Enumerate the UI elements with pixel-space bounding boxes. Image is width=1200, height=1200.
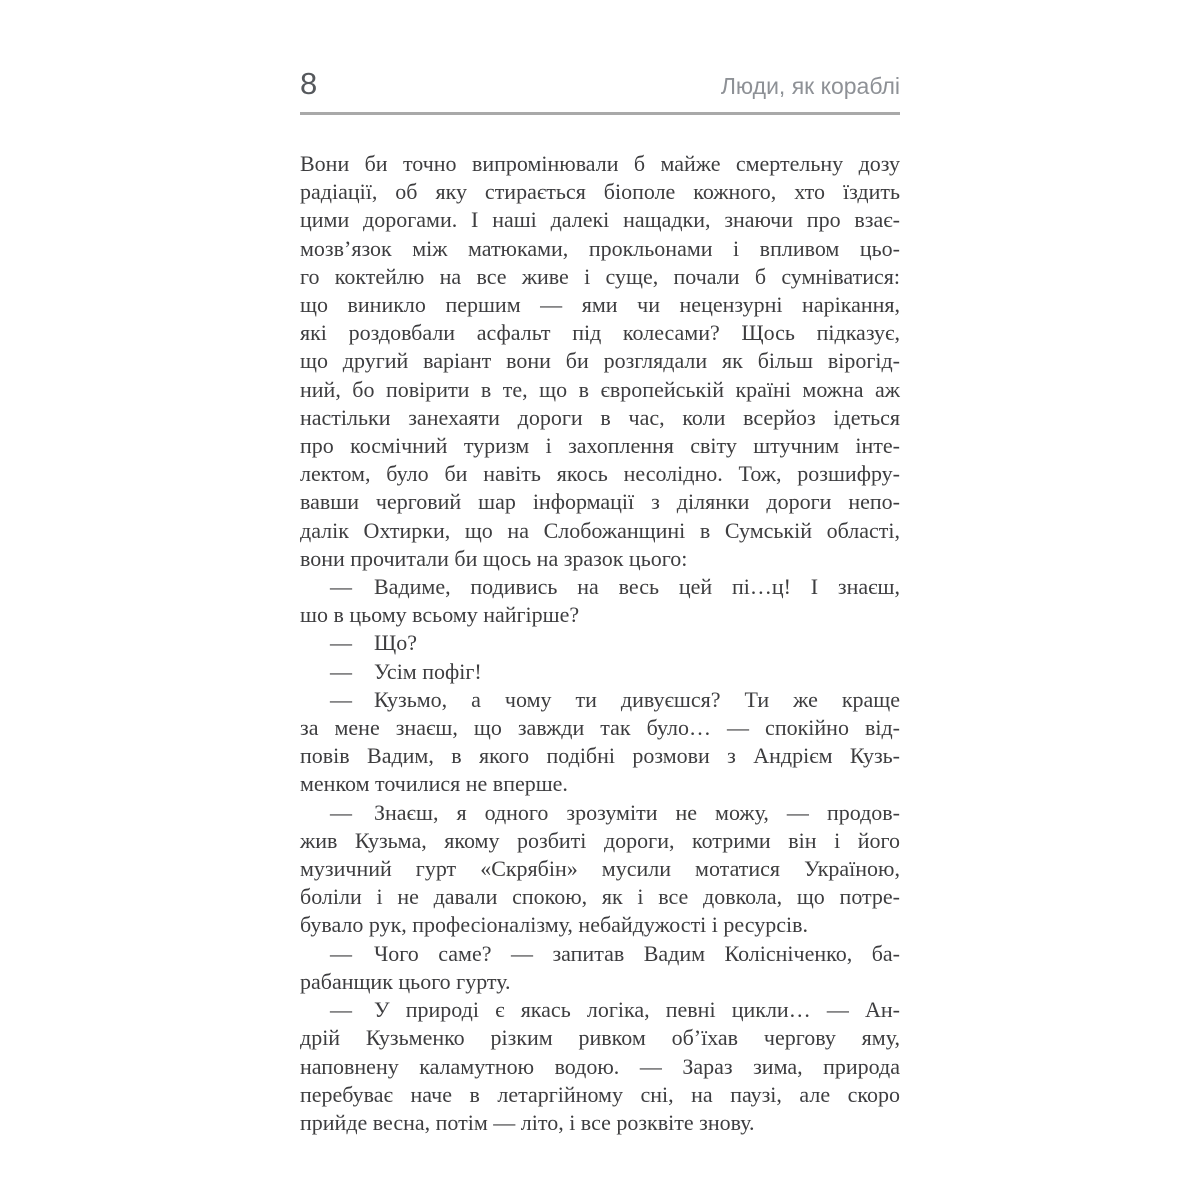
text-line: мозв’язок між матюками, прокльонами і впливом цьо- xyxy=(300,235,900,261)
text-line: прийде весна, потім — літо, і все розквіте знову. xyxy=(300,1109,755,1135)
text-line: жив Кузьма, якому розбиті дороги, котрими він і його xyxy=(300,827,900,853)
text-line: рабанщик цього гурту. xyxy=(300,968,511,994)
paragraph xyxy=(300,799,900,940)
text-line: що виникло першим — ями чи нецензурні нарікання, xyxy=(300,292,900,318)
page-number: 8 xyxy=(300,66,318,101)
text-line: — Що? xyxy=(330,630,417,656)
text-line: музичний гурт «Скрябін» мусили мотатися Україною, xyxy=(300,856,900,882)
text-line: Вони би точно випромінювали б майже смертельну дозу xyxy=(300,151,900,176)
text-line: — Вадиме, подивись на весь цей пі…ц! І знаєш, xyxy=(330,574,900,600)
text-line: вавши черговий шар інформації з ділянки дороги непо- xyxy=(300,489,900,515)
text-line: — Чого саме? — запитав Вадим Колісніченко, ба- xyxy=(330,940,900,966)
text-line: настільки занехаяти дороги в час, коли всерйоз ідеться xyxy=(300,404,900,430)
text-line: менком точилися не вперше. xyxy=(300,771,568,797)
text-line: боліли і не давали спокою, як і все довкола, що потре- xyxy=(300,884,900,910)
paragraph xyxy=(300,629,900,657)
running-title: Люди, як кораблі xyxy=(720,73,900,99)
paragraph xyxy=(300,940,900,996)
paragraph xyxy=(300,658,900,686)
text-line: лектом, було би навіть якось несолідно. Тож, розшифру- xyxy=(300,461,900,487)
paragraph xyxy=(300,686,900,799)
body-text xyxy=(300,150,900,1137)
text-line: дрій Кузьменко різким ривком об’їхав чергову яму, xyxy=(300,1025,900,1051)
header-rule xyxy=(300,112,900,115)
text-line: го коктейлю на все живе і суще, почали б сумніватися: xyxy=(300,263,900,289)
paragraph xyxy=(300,573,900,629)
page-header xyxy=(300,66,900,104)
text-line: — У природі є якась логіка, певні цикли… — Ан- xyxy=(330,997,900,1023)
paragraph xyxy=(300,150,900,573)
text-line: що другий варіант вони би розглядали як більш вірогід- xyxy=(300,348,900,374)
text-line: далік Охтирки, що на Слобожанщині в Сумській області, xyxy=(300,517,900,543)
text-line: про космічний туризм і захоплення світу штучним інте- xyxy=(300,433,900,459)
text-line: цими дорогами. І наші далекі нащадки, знаючи про взає- xyxy=(300,207,900,233)
text-line: повів Вадим, в якого подібні розмови з Андрієм Кузь- xyxy=(300,743,900,769)
text-line: перебуває наче в летаргійному сні, на паузі, але скоро xyxy=(300,1081,900,1107)
text-line: які роздовбали асфальт під колесами? Щось підказує, xyxy=(300,320,900,346)
paragraph xyxy=(300,996,900,1137)
text-line: радіації, об яку стирається біополе кожного, хто їздить xyxy=(300,179,900,205)
text-line: вони прочитали би щось на зразок цього: xyxy=(300,545,688,571)
text-line: бувало рук, професіоналізму, небайдужості і ресурсів. xyxy=(300,912,808,938)
text-line: шо в цьому всьому найгірше? xyxy=(300,602,580,628)
text-line: ний, бо повірити в те, що в європейській країні можна аж xyxy=(300,376,900,402)
text-line: наповнену каламутною водою. — Зараз зима, природа xyxy=(300,1053,900,1079)
text-line: за мене знаєш, що завжди так було… — спокійно від- xyxy=(300,715,900,741)
text-line: — Усім пофіг! xyxy=(330,658,482,684)
text-line: — Знаєш, я одного зрозуміти не можу, — продов- xyxy=(330,799,900,825)
text-line: — Кузьмо, а чому ти дивуєшся? Ти же краще xyxy=(330,686,900,712)
